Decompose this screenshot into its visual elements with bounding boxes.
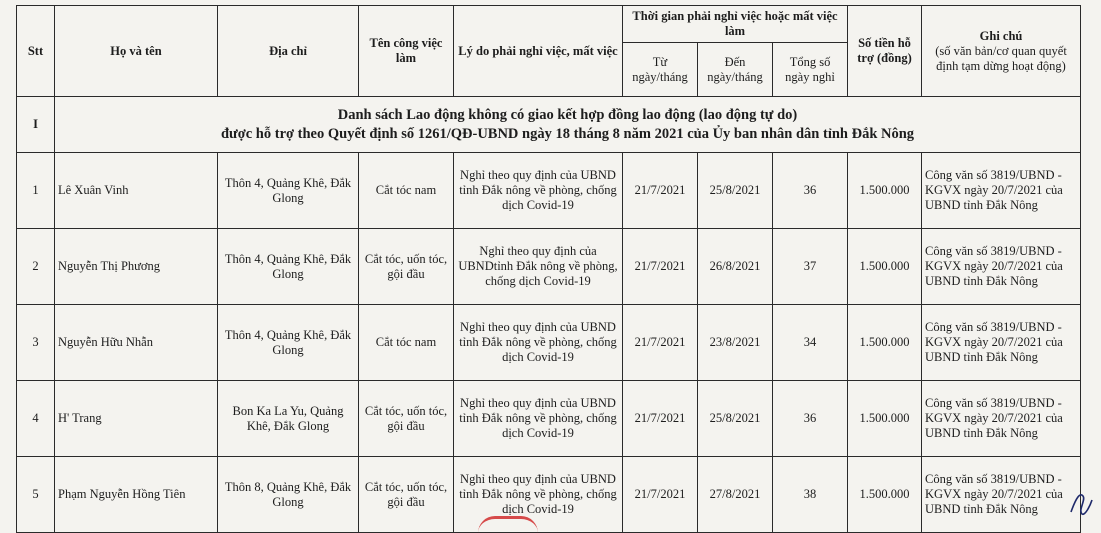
row-name: Lê Xuân Vinh: [55, 153, 218, 229]
row-total-days: 36: [773, 381, 848, 457]
header-to: Đến ngày/tháng: [698, 43, 773, 97]
section-title-line-2: được hỗ trợ theo Quyết định số 1261/QĐ-UBND ngày 18 tháng 8 năm 2021 của Ủy ban nhân dân tỉnh Đắk Nông: [220, 125, 915, 142]
header-amount: Số tiền hỗ trợ (đồng): [848, 6, 922, 97]
row-reason: Nghỉ theo quy định của UBND tỉnh Đắk nông về phòng, chống dịch Covid-19: [454, 305, 623, 381]
header-reason: Lý do phải nghỉ việc, mất việc: [454, 6, 623, 97]
row-address: Thôn 4, Quảng Khê, Đắk Glong: [218, 229, 359, 305]
row-reason: Nghỉ theo quy định của UBND tỉnh Đắk nông về phòng, chống dịch Covid-19: [454, 381, 623, 457]
header-from: Từ ngày/tháng: [623, 43, 698, 97]
section-number: I: [17, 97, 55, 153]
row-total-days: 38: [773, 457, 848, 533]
row-amount: 1.500.000: [848, 381, 922, 457]
header-name: Họ và tên: [55, 6, 218, 97]
row-stt: 1: [17, 153, 55, 229]
row-note: Công văn số 3819/UBND - KGVX ngày 20/7/2021 của UBND tỉnh Đắk Nông: [922, 457, 1081, 533]
row-from-date: 21/7/2021: [623, 457, 698, 533]
row-job: Cắt tóc nam: [359, 153, 454, 229]
row-job: Cắt tóc, uốn tóc, gội đầu: [359, 457, 454, 533]
row-total-days: 34: [773, 305, 848, 381]
table-body: [17, 153, 1081, 533]
header-stt: Stt: [17, 6, 55, 97]
red-seal-stamp: [478, 516, 538, 533]
header-note-subtitle: (số văn bản/cơ quan quyết định tạm dừng hoạt động): [935, 43, 1067, 73]
row-name: Nguyễn Thị Phương: [55, 229, 218, 305]
header-address: Địa chỉ: [218, 6, 359, 97]
row-from-date: 21/7/2021: [623, 153, 698, 229]
row-amount: 1.500.000: [848, 153, 922, 229]
header-total-days: Tổng số ngày nghỉ: [773, 43, 848, 97]
row-name: Nguyễn Hữu Nhẫn: [55, 305, 218, 381]
row-to-date: 25/8/2021: [698, 381, 773, 457]
section-title-line-1: Danh sách Lao động không có giao kết hợp đồng lao động (lao động tự do): [337, 106, 798, 123]
row-job: Cắt tóc, uốn tóc, gội đầu: [359, 381, 454, 457]
row-reason: Nghỉ theo quy định của UBNDtỉnh Đắk nông về phòng, chống dịch Covid-19: [454, 229, 623, 305]
row-from-date: 21/7/2021: [623, 381, 698, 457]
row-address: Thôn 4, Quảng Khê, Đắk Glong: [218, 153, 359, 229]
row-stt: 5: [17, 457, 55, 533]
row-from-date: 21/7/2021: [623, 229, 698, 305]
row-total-days: 37: [773, 229, 848, 305]
row-from-date: 21/7/2021: [623, 305, 698, 381]
row-amount: 1.500.000: [848, 305, 922, 381]
row-stt: 4: [17, 381, 55, 457]
row-job: Cắt tóc, uốn tóc, gội đầu: [359, 229, 454, 305]
row-stt: 2: [17, 229, 55, 305]
header-row-top: [17, 6, 1081, 43]
row-address: Thôn 4, Quảng Khê, Đắk Glong: [218, 305, 359, 381]
signature-mark: [1068, 488, 1094, 518]
row-to-date: 26/8/2021: [698, 229, 773, 305]
row-job: Cắt tóc nam: [359, 305, 454, 381]
row-address: Bon Ka La Yu, Quảng Khê, Đắk Glong: [218, 381, 359, 457]
table-row: [17, 229, 1081, 305]
row-note: Công văn số 3819/UBND - KGVX ngày 20/7/2021 của UBND tỉnh Đắk Nông: [922, 381, 1081, 457]
row-to-date: 25/8/2021: [698, 153, 773, 229]
section-row: [17, 97, 1081, 153]
row-to-date: 27/8/2021: [698, 457, 773, 533]
header-note-title: Ghi chú: [979, 28, 1023, 43]
table-row: [17, 457, 1081, 533]
row-to-date: 23/8/2021: [698, 305, 773, 381]
header-job: Tên công việc làm: [359, 6, 454, 97]
row-stt: 3: [17, 305, 55, 381]
table-row: [17, 305, 1081, 381]
support-list-table: [16, 5, 1081, 533]
section-title: [55, 97, 1081, 153]
table-row: [17, 381, 1081, 457]
header-period: Thời gian phải nghỉ việc hoặc mất việc làm: [623, 6, 848, 43]
row-name: Phạm Nguyễn Hồng Tiên: [55, 457, 218, 533]
row-note: Công văn số 3819/UBND - KGVX ngày 20/7/2021 của UBND tỉnh Đắk Nông: [922, 305, 1081, 381]
row-amount: 1.500.000: [848, 229, 922, 305]
row-reason: Nghỉ theo quy định của UBND tỉnh Đắk nông về phòng, chống dịch Covid-19: [454, 153, 623, 229]
row-address: Thôn 8, Quảng Khê, Đắk Glong: [218, 457, 359, 533]
table-row: [17, 153, 1081, 229]
row-note: Công văn số 3819/UBND - KGVX ngày 20/7/2021 của UBND tỉnh Đắk Nông: [922, 229, 1081, 305]
row-note: Công văn số 3819/UBND - KGVX ngày 20/7/2021 của UBND tỉnh Đắk Nông: [922, 153, 1081, 229]
row-total-days: 36: [773, 153, 848, 229]
row-reason: Nghỉ theo quy định của UBND tỉnh Đắk nông về phòng, chống dịch Covid-19: [454, 457, 623, 533]
header-note: [922, 6, 1081, 97]
row-amount: 1.500.000: [848, 457, 922, 533]
row-name: H' Trang: [55, 381, 218, 457]
